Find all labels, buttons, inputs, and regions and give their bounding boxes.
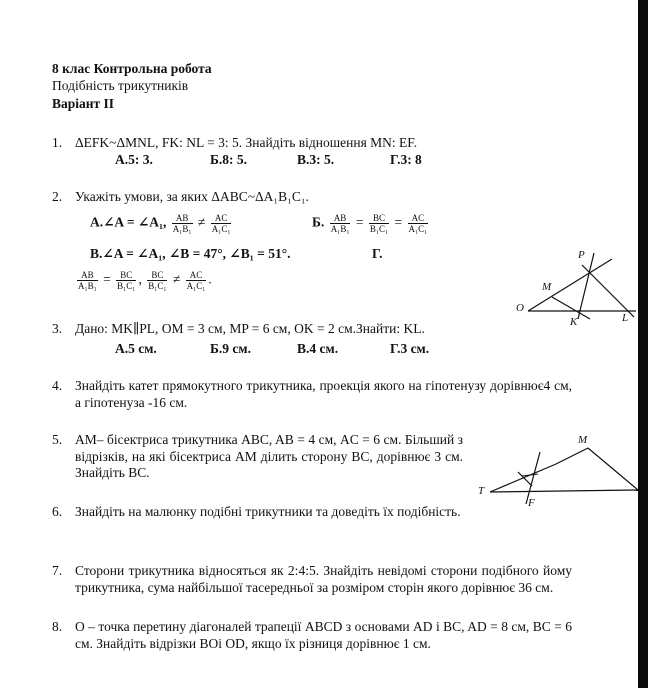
q1-option-v: В.3: 5. xyxy=(297,152,335,167)
fraction-ac-a1c1: $\frac{AC}{\text{A₁C₁}}$ xyxy=(186,270,206,291)
q3-option-v: В.4 см. xyxy=(297,341,339,356)
q1-option-g: Г.3: 8 xyxy=(390,152,422,167)
worksheet-subtitle: Подібність трикутників xyxy=(52,78,189,93)
fig2-label-m: M xyxy=(578,434,588,446)
q2-option-b-label: Б. xyxy=(312,214,325,230)
fig1-label-o: O xyxy=(516,302,524,314)
q7-number: 7. xyxy=(52,563,63,578)
q2-text: Укажіть умови, за яких ΔABC~ΔA₁B₁C₁. xyxy=(75,189,309,204)
q2-option-v-label: В.∠A = ∠A₁, ∠B = 47°, ∠B₁ = 51°. xyxy=(90,246,291,261)
q3-option-g: Г.3 см. xyxy=(390,341,430,356)
q5-text: AM– бісектриса трикутника ABC, AB = 4 см, AC = 6 см. Більший з відрізків, на які бісектриса AM ділить сторону BC, дорівнює 3 см. Знайдіть BC. xyxy=(75,432,463,480)
q1-option-b: Б.8: 5. xyxy=(210,152,248,167)
variant-label: Варіант ІІ xyxy=(52,96,115,111)
q2-option-a xyxy=(90,213,233,234)
fig2-label-f: F xyxy=(528,497,535,509)
q2-number: 2. xyxy=(52,189,63,204)
q2-option-v xyxy=(90,246,290,262)
q3-text: Дано: MK∥PL, OM = 3 см, MP = 6 см, OK = 2 см.Знайти: KL. xyxy=(75,321,425,336)
fraction-ac-a1c1: $\frac{AC}{\text{A₁C₁}}$ xyxy=(211,213,231,234)
q2-option-g-formula: $\frac{AB}{\text{A₁B₁}}$ = $\frac{BC}{\text{B₁C₁}}$ , $\frac{BC}{\text{B₁C₁}}$ ≠ $\frac{AC}{\text{A₁C₁}}$ . xyxy=(78,270,212,291)
fig1-label-k: K xyxy=(570,316,578,328)
fraction-bc-b1c1: $\frac{BC}{\text{B₁C₁}}$ xyxy=(369,213,389,234)
q4-number: 4. xyxy=(52,378,63,393)
eq-sign: = xyxy=(103,271,111,287)
fig2-label-t: T xyxy=(478,485,485,497)
fraction-ab-a1b1: $\frac{AB}{\text{A₁B₁}}$ xyxy=(78,270,97,291)
q1-number: 1. xyxy=(52,135,63,150)
q3-option-b: Б.9 см. xyxy=(210,341,251,356)
neq-sign: ≠ xyxy=(197,214,206,230)
fraction-ab-a1b1: $\frac{AB}{\text{A₁B₁}}$ xyxy=(330,213,350,234)
q2-option-a-label: А.∠A = ∠A₁, xyxy=(90,214,167,230)
fraction-bc-b1c1: $\frac{BC}{\text{B₁C₁}}$ xyxy=(117,270,136,291)
q8-number: 8. xyxy=(52,619,63,634)
worksheet-title: 8 клас Контрольна робота xyxy=(52,61,212,76)
q3-option-a: А.5 см. xyxy=(115,341,157,356)
q6-number: 6. xyxy=(52,504,63,519)
q1-text: ΔEFK~ΔMNL, FK: NL = 3: 5. Знайдіть відношення MN: EF. xyxy=(75,135,418,150)
neq-sign: ≠ xyxy=(172,271,181,287)
fig1-label-l: L xyxy=(622,312,629,324)
q5-number: 5. xyxy=(52,432,63,447)
fig1-label-m: M xyxy=(542,281,552,293)
q3-number: 3. xyxy=(52,321,63,336)
q6-text: Знайдіть на малюнку подібні трикутники та доведіть їх подібність. xyxy=(75,504,461,519)
q8-text: O – точка перетину діагоналей трапеції ABCD з основами AD і BC, AD = 8 см, BC = 6 см. Знайдіть відрізки BOі OD, якщо їх різниця дорівнює 1 см. xyxy=(75,619,572,651)
q1-option-a: А.5: 3. xyxy=(115,152,153,167)
fraction-bc-b1c1: $\frac{BC}{\text{B₁C₁}}$ xyxy=(148,270,167,291)
eq-sign: = xyxy=(394,214,403,230)
fraction-ac-a1c1: $\frac{AC}{\text{A₁C₁}}$ xyxy=(408,213,428,234)
figure-triangles xyxy=(472,430,638,516)
figure-parallel-lines xyxy=(512,245,638,333)
fig1-label-p: P xyxy=(578,249,585,261)
q2-option-g-label: Г. xyxy=(372,246,383,261)
fraction-ab-a1b1: $\frac{AB}{\text{A₁B₁}}$ xyxy=(172,213,192,234)
page-dark-edge xyxy=(638,0,648,688)
q7-text: Сторони трикутника відносяться як 2:4:5. Знайдіть невідомі сторони подібного йому трикутника, сума найбільшої тасередньої за розміром сторін якого дорівнює 36 см. xyxy=(75,563,572,595)
eq-sign: = xyxy=(355,214,364,230)
q4-text: Знайдіть катет прямокутного трикутника, проекція якого на гіпотенузу дорівнює4 см, а гіпотенуза -16 см. xyxy=(75,378,572,410)
q2-option-b xyxy=(312,213,430,234)
